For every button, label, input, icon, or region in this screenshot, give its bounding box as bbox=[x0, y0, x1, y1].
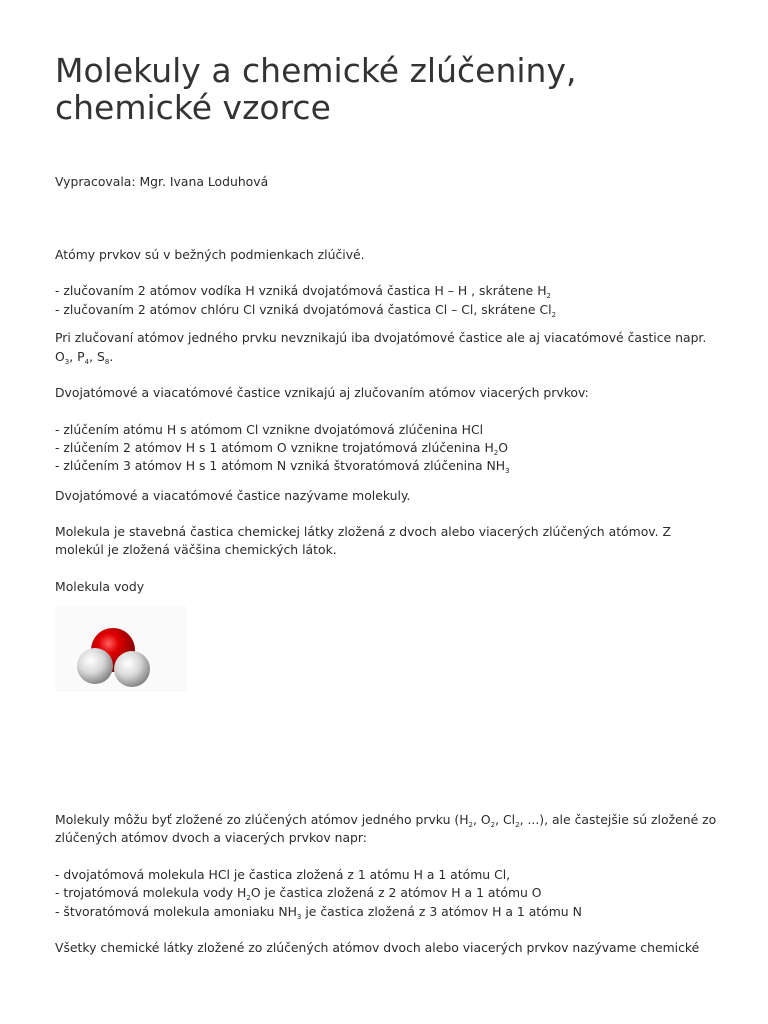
composition-paragraph: Molekuly môžu byť zložené zo zlúčených atómov jedného prvku ($H_2$, $O_2$, $Cl_2$, ...), ale častejšie sú zložené zo bbox=[55, 812, 717, 829]
hydrogen-atom-right bbox=[114, 651, 150, 687]
water-example: - zlúčením 2 atómov H s 1 atómom O vznikne trojatómová zlúčenina $H_2O$ bbox=[55, 440, 509, 457]
water-molecule-item: - trojatómová molekula vody $H_2O$ je častica zložená z 2 atómov H a 1 atómu O bbox=[55, 885, 542, 902]
final-paragraph: Všetky chemické látky zložené zo zlúčených atómov dvoch alebo viacerých prvkov nazývame chemické bbox=[55, 940, 700, 955]
hydrogen-example: - zlučovaním 2 atómov vodíka H vzniká dvojatómová častica H – H , skrátene $H_2$ bbox=[55, 283, 551, 300]
intro-paragraph: Atómy prvkov sú v bežných podmienkach zlúčivé. bbox=[55, 247, 365, 262]
multi-element-paragraph: Dvojatómové a viacatómové častice vznikajú aj zlučovaním atómov viacerých prvkov: bbox=[55, 385, 589, 400]
water-molecule-illustration bbox=[55, 606, 187, 692]
author-line: Vypracovala: Mgr. Ivana Loduhová bbox=[55, 174, 269, 189]
page-title: Molekuly a chemické zlúčeniny, chemické vzorce bbox=[55, 51, 577, 127]
hcl-example: - zlúčením atómu H s atómom Cl vznikne dvojatómová zlúčenina HCl bbox=[55, 422, 484, 437]
hcl-molecule-item: - dvojatómová molekula HCl je častica zložená z 1 atómu H a 1 atómu Cl, bbox=[55, 867, 511, 882]
polyatomic-examples: $O_3$, $P_4$, $S_8$. bbox=[55, 349, 114, 366]
molecules-definition: Dvojatómové a viacatómové častice nazývame molekuly. bbox=[55, 488, 411, 503]
water-molecule-label: Molekula vody bbox=[55, 579, 145, 594]
chlorine-example: - zlučovaním 2 atómov chlóru Cl vzniká dvojatómová častica Cl – Cl, skrátene $Cl_2$ bbox=[55, 302, 557, 319]
ammonia-example: - zlúčením 3 atómov H s 1 atómom N vzniká štvoratómová zlúčenina $NH_3$ bbox=[55, 458, 510, 475]
water-molecule-image bbox=[55, 606, 187, 692]
molecule-definition-paragraph: Molekula je stavebná častica chemickej látky zložená z dvoch alebo viacerých zlúčených atómov. Z molekúl je zložená väčšina chemických látok. bbox=[55, 524, 672, 557]
hydrogen-atom-left bbox=[77, 648, 113, 684]
polyatomic-paragraph: Pri zlučovaní atómov jedného prvku nevznikajú iba dvojatómové častice ale aj viacatómové častice napr. bbox=[55, 330, 707, 345]
ammonia-molecule-item: - štvoratómová molekula amoniaku $NH_3$ je častica zložená z 3 atómov H a 1 atómu N bbox=[55, 904, 582, 921]
composition-paragraph-line2: zlúčených atómov dvoch a viacerých prvkov napr: bbox=[55, 830, 367, 845]
